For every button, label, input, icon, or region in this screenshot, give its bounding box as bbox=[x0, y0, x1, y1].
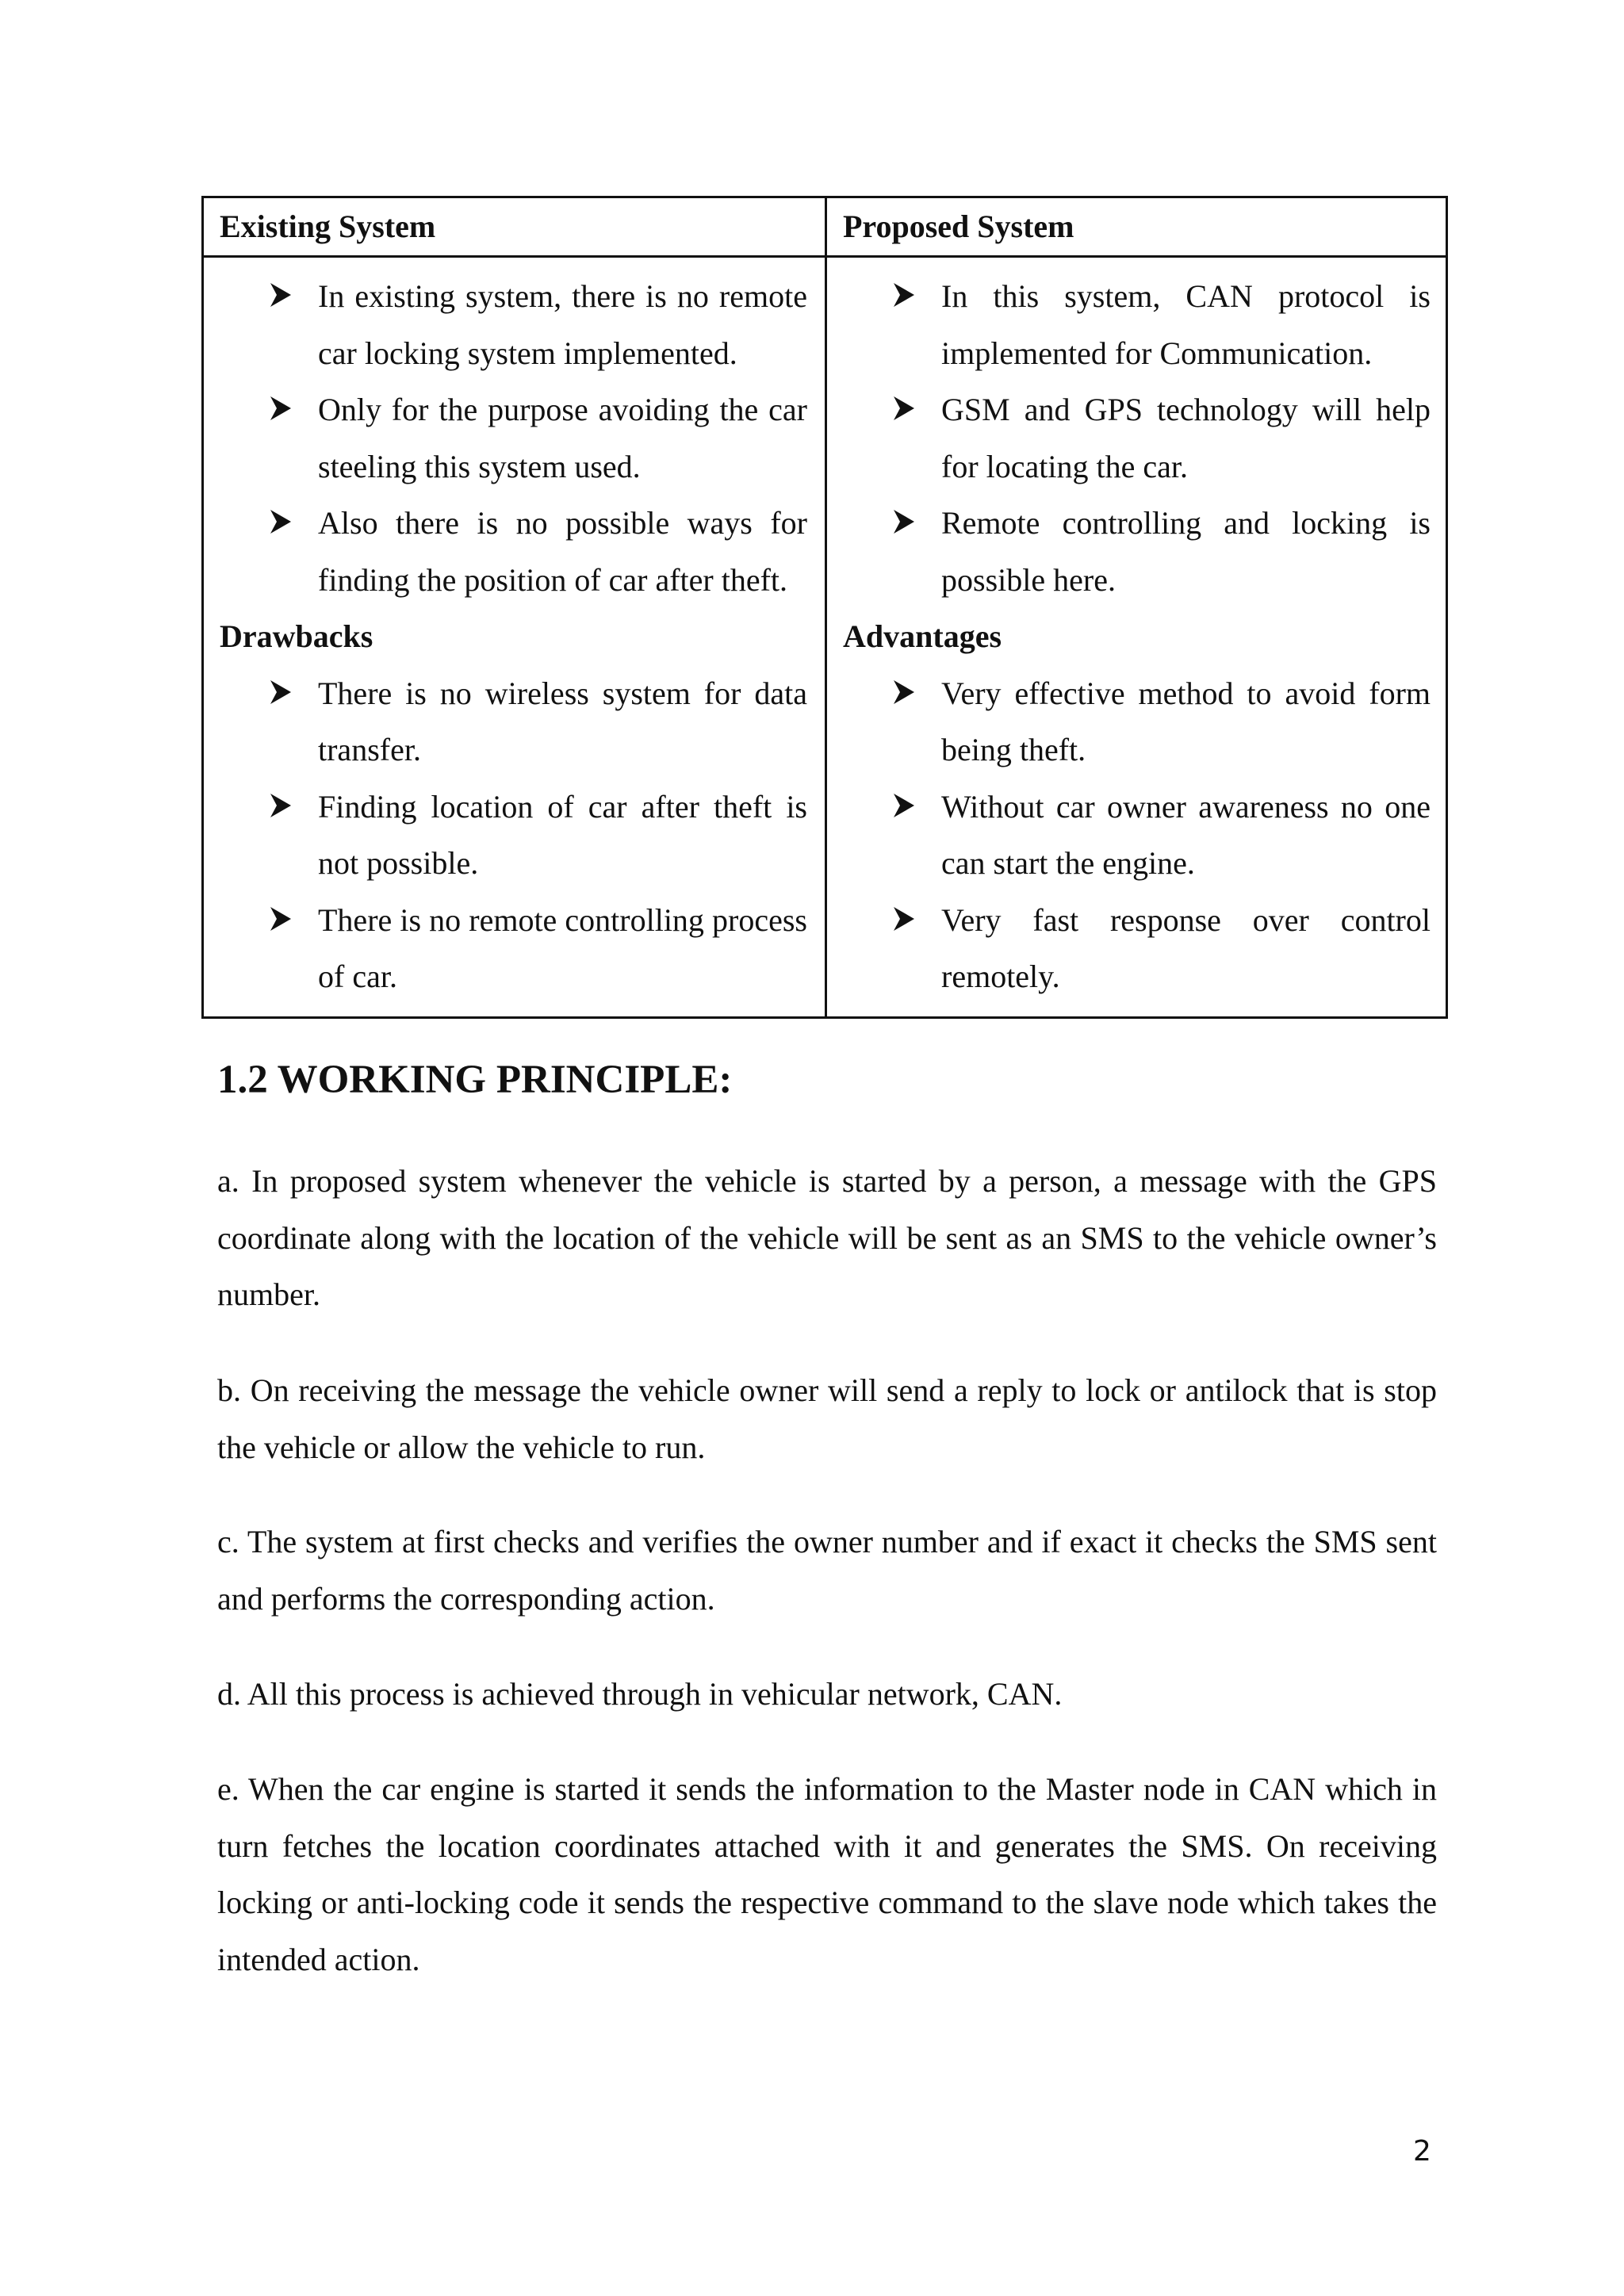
list-item bbox=[827, 381, 1448, 495]
drawbacks-heading: Drawbacks bbox=[220, 618, 373, 654]
existing-system-list bbox=[204, 268, 825, 608]
paragraph-c: c. The system at first checks and verifies the owner number and if exact it checks the SMS sent and performs the corresponding action. bbox=[217, 1524, 1437, 1617]
paragraph-a: a. In proposed system whenever the vehicle is started by a person, a message with the GPS coordinate along with the location of the vehicle will be sent as an SMS to the vehicle owner’s number. bbox=[217, 1163, 1437, 1312]
bullet-text: Without car owner awareness no one can start the engine. bbox=[941, 788, 1431, 881]
bullet-text: Only for the purpose avoiding the car steeling this system used. bbox=[318, 392, 807, 484]
list-item bbox=[827, 495, 1448, 608]
paragraph-b: b. On receiving the message the vehicle owner will send a reply to lock or antilock that is stop the vehicle or allow the vehicle to run. bbox=[217, 1372, 1437, 1465]
list-item bbox=[204, 665, 825, 779]
arrowhead-bullet-icon bbox=[892, 779, 924, 836]
bullet-text: Finding location of car after theft is not possible. bbox=[318, 788, 807, 881]
list-item bbox=[827, 665, 1448, 779]
arrowhead-bullet-icon bbox=[269, 268, 301, 325]
existing-system-body bbox=[204, 268, 825, 1005]
arrowhead-bullet-icon bbox=[269, 665, 301, 722]
bullet-text: Very effective method to avoid form being theft. bbox=[941, 675, 1431, 767]
list-item bbox=[204, 892, 825, 1005]
bullet-text: There is no wireless system for data transfer. bbox=[318, 675, 807, 767]
arrowhead-bullet-icon bbox=[269, 495, 301, 552]
list-item bbox=[827, 268, 1448, 381]
arrowhead-bullet-icon bbox=[892, 381, 924, 438]
list-item bbox=[827, 779, 1448, 892]
bullet-text: Very fast response over control remotely. bbox=[941, 901, 1431, 994]
arrowhead-bullet-icon bbox=[269, 381, 301, 438]
arrowhead-bullet-icon bbox=[892, 495, 924, 552]
arrowhead-bullet-icon bbox=[892, 665, 924, 722]
arrowhead-bullet-icon bbox=[269, 779, 301, 836]
bullet-text: Remote controlling and locking is possible here. bbox=[941, 505, 1431, 598]
proposed-system-header: Proposed System bbox=[843, 209, 1074, 244]
arrowhead-bullet-icon bbox=[892, 268, 924, 325]
advantages-list bbox=[827, 665, 1448, 1005]
paragraph-e: e. When the car engine is started it sends the information to the Master node in CAN which in turn fetches the location coordinates attached with it and generates the SMS. On receiving locking or anti-locking code it sends the respective command to the slave node which takes the intended action. bbox=[217, 1771, 1437, 1977]
existing-system-header: Existing System bbox=[220, 209, 436, 244]
proposed-system-body bbox=[827, 268, 1448, 1005]
bullet-text: In this system, CAN protocol is implemented for Communication. bbox=[941, 278, 1431, 371]
list-item bbox=[204, 779, 825, 892]
proposed-system-list bbox=[827, 268, 1448, 608]
bullet-text: In existing system, there is no remote car locking system implemented. bbox=[318, 278, 807, 371]
list-item bbox=[204, 381, 825, 495]
section-title: 1.2 WORKING PRINCIPLE: bbox=[217, 1058, 733, 1102]
list-item bbox=[204, 495, 825, 608]
page-number: 2 bbox=[1413, 2135, 1431, 2168]
bullet-text: GSM and GPS technology will help for locating the car. bbox=[941, 392, 1431, 484]
arrowhead-bullet-icon bbox=[892, 892, 924, 949]
advantages-heading: Advantages bbox=[843, 618, 1002, 654]
arrowhead-bullet-icon bbox=[269, 892, 301, 949]
comparison-table bbox=[201, 196, 1448, 1019]
bullet-text: There is no remote controlling process of car. bbox=[318, 901, 807, 994]
proposed-system-column bbox=[827, 198, 1448, 1016]
drawbacks-list bbox=[204, 665, 825, 1005]
paragraph-d: d. All this process is achieved through in vehicular network, CAN. bbox=[217, 1676, 1063, 1712]
existing-system-column bbox=[204, 198, 825, 1016]
list-item bbox=[204, 268, 825, 381]
list-item bbox=[827, 892, 1448, 1005]
bullet-text: Also there is no possible ways for finding the position of car after theft. bbox=[318, 505, 807, 598]
